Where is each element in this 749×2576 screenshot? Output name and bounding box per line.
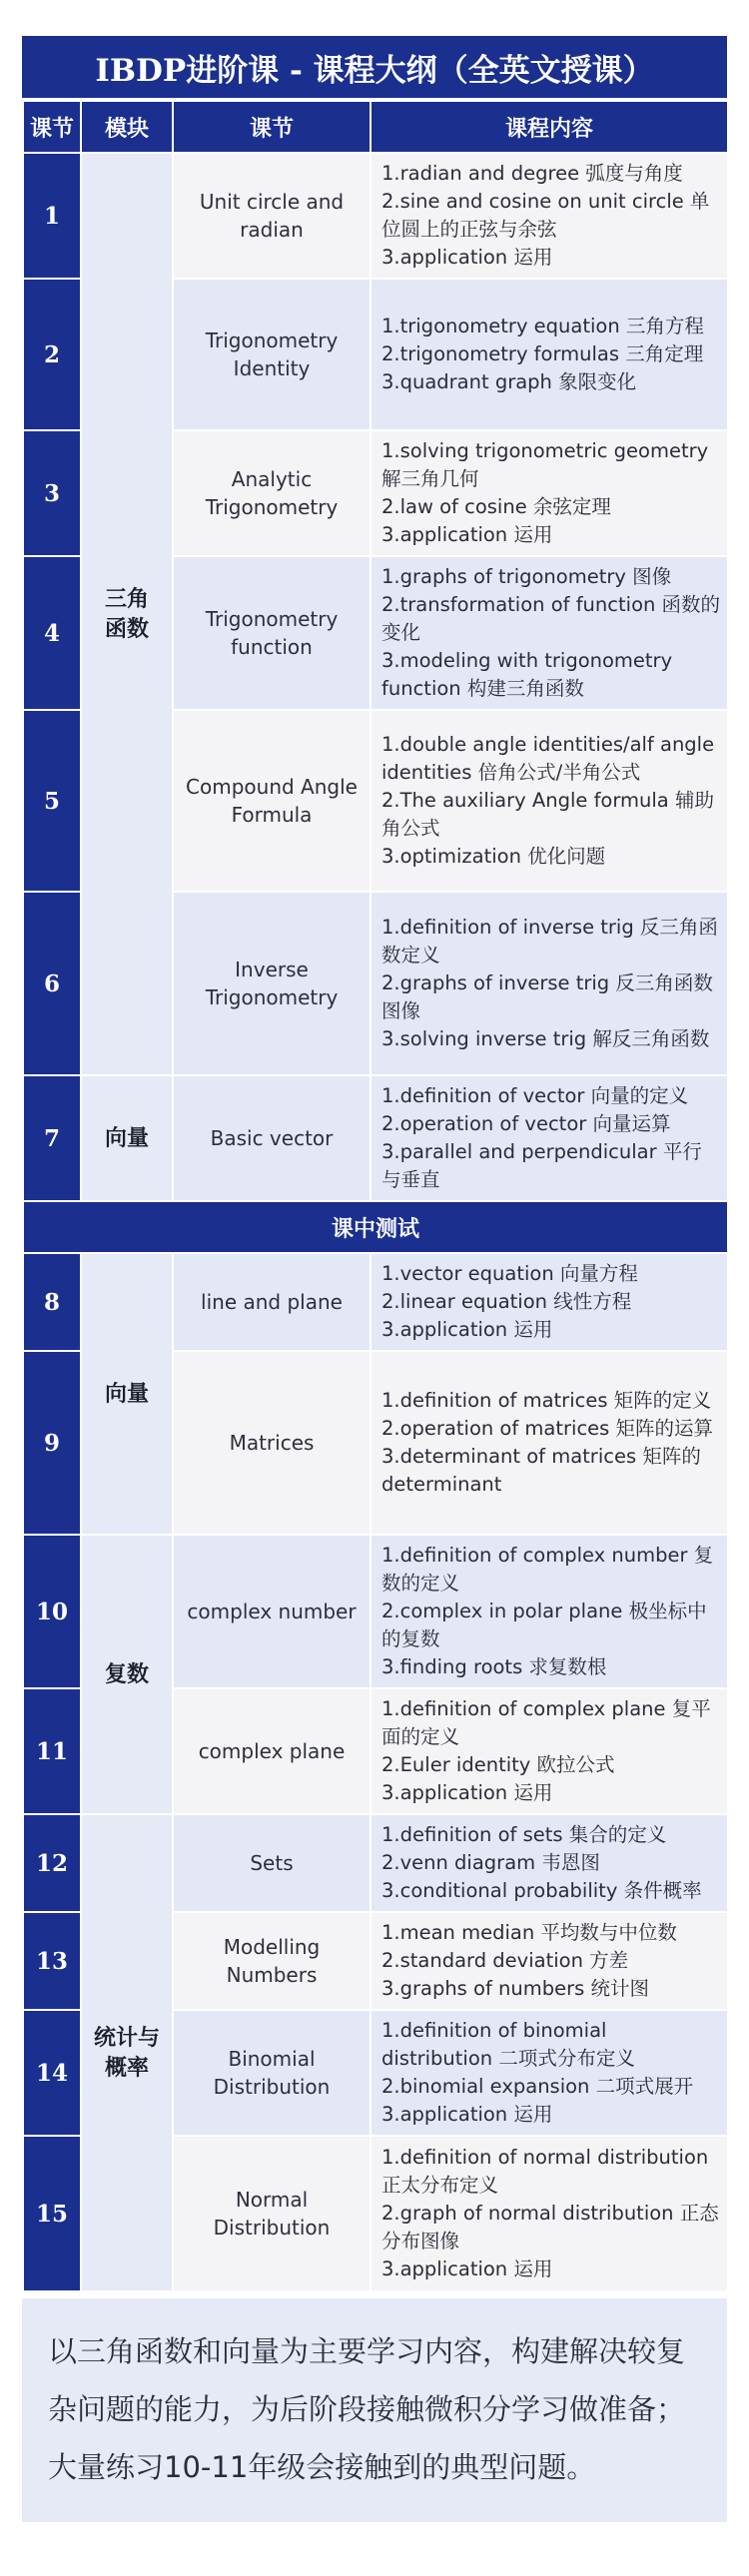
lesson-content [371,2010,728,2136]
section-title: Inverse Trigonometry [173,892,371,1075]
content-line: 2.complex in polar plane 极坐标中的复数 [381,1600,707,1650]
module-trig [81,153,173,1075]
module-label: 三角 函数 [104,586,149,642]
header-content: 课程内容 [371,101,728,153]
lesson-content [371,1351,728,1535]
mid-test-row [23,1201,728,1253]
content-line: 1.graphs of trigonometry 图像 [381,565,672,588]
section-title: Analytic Trigonometry [173,430,371,556]
section-title: line and plane [173,1253,371,1351]
content-line: 2.law of cosine 余弦定理 [381,495,611,518]
header-num: 课节 [23,101,81,153]
content-line: 3.conditional probability 条件概率 [381,1879,702,1902]
content-line: 1.definition of binomial distribution 二项式分布定义 [381,2019,635,2070]
lesson-content [371,892,728,1075]
content-line: 2.standard deviation 方差 [381,1949,629,1972]
content-line: 2.trigonometry formulas 三角定理 [381,342,704,365]
content-line: 1.trigonometry equation 三角方程 [381,315,704,337]
content-line: 3.graphs of numbers 统计图 [381,1977,650,2000]
syllabus-table [22,100,729,2292]
table-row [23,1535,728,1688]
lesson-number: 10 [23,1535,81,1688]
lesson-content [371,1535,728,1688]
section-title: Trigonometry function [173,556,371,710]
section-title: Matrices [173,1351,371,1535]
lesson-number: 1 [23,153,81,279]
content-line: 2.Euler identity 欧拉公式 [381,1753,615,1776]
section-title: Compound Angle Formula [173,710,371,892]
lesson-number: 4 [23,556,81,710]
content-line: 1.mean median 平均数与中位数 [381,1921,677,1944]
module-label: 向量 [104,1381,149,1407]
content-line: 2.graph of normal distribution 正态分布图像 [381,2202,719,2253]
lesson-content [371,2136,728,2291]
content-line: 1.definition of complex plane 复平面的定义 [381,1697,711,1748]
content-line: 1.definition of vector 向量的定义 [381,1084,689,1107]
lesson-number: 13 [23,1912,81,2010]
lesson-number: 15 [23,2136,81,2291]
content-line: 3.modeling with trigonometry function 构建三角函数 [381,649,673,700]
content-line: 3.application 运用 [381,2257,553,2280]
lesson-number: 9 [23,1351,81,1535]
lesson-number: 2 [23,279,81,430]
content-line: 3.parallel and perpendicular 平行与垂直 [381,1140,702,1191]
lesson-content [371,1814,728,1912]
content-line: 2.linear equation 线性方程 [381,1290,632,1313]
content-line: 3.optimization 优化问题 [381,845,606,868]
lesson-number: 12 [23,1814,81,1912]
lesson-number: 6 [23,892,81,1075]
content-line: 2.graphs of inverse trig 反三角函数图像 [381,971,713,1022]
lesson-content [371,1912,728,2010]
module-vector-2 [81,1253,173,1535]
lesson-number: 3 [23,430,81,556]
lesson-number: 11 [23,1688,81,1814]
lesson-content [371,556,728,710]
module-label: 统计与 概率 [93,2025,160,2081]
module-label: 向量 [104,1125,149,1151]
lesson-content [371,1075,728,1201]
lesson-content [371,430,728,556]
content-line: 2.sine and cosine on unit circle 单位圆上的正弦与余弦 [381,190,710,241]
section-title: complex number [173,1535,371,1688]
header-section: 课节 [173,101,371,153]
module-label: 复数 [104,1661,149,1687]
section-title: Sets [173,1814,371,1912]
lesson-number: 7 [23,1075,81,1201]
content-line: 2.venn diagram 韦恩图 [381,1851,600,1874]
module-complex [81,1535,173,1814]
lesson-number: 8 [23,1253,81,1351]
content-line: 1.definition of inverse trig 反三角函数定义 [381,916,718,966]
section-title: Normal Distribution [173,2136,371,2291]
table-row [23,1253,728,1351]
content-line: 1.solving trigonometric geometry 解三角几何 [381,439,709,490]
section-title: Modelling Numbers [173,1912,371,2010]
content-line: 2.The auxiliary Angle formula 辅助角公式 [381,789,714,840]
lesson-content [371,279,728,430]
lesson-content [371,1253,728,1351]
content-line: 1.definition of matrices 矩阵的定义 [381,1389,712,1412]
content-line: 3.solving inverse trig 解反三角函数 [381,1027,710,1050]
section-title: Binomial Distribution [173,2010,371,2136]
summary-text: 以三角函数和向量为主要学习内容，构建解决较复杂问题的能力，为后阶段接触微积分学习做准备；大量练习10-11年级会接触到的典型问题。 [22,2298,727,2522]
content-line: 1.double angle identities/alf angle identities 倍角公式/半角公式 [381,733,715,784]
content-line: 1.vector equation 向量方程 [381,1262,638,1285]
lesson-content [371,710,728,892]
content-line: 3.determinant of matrices 矩阵的determinant [381,1445,701,1496]
lesson-content [371,153,728,279]
page-title: IBDP进阶课 - 课程大纲（全英文授课） [22,36,727,100]
section-title: complex plane [173,1688,371,1814]
module-stats [81,1814,173,2291]
lesson-content [371,1688,728,1814]
header-module: 模块 [81,101,173,153]
section-title: Trigonometry Identity [173,279,371,430]
content-line: 1.definition of sets 集合的定义 [381,1823,667,1846]
table-row [23,1814,728,1912]
content-line: 3.application 运用 [381,1318,553,1341]
content-line: 1.definition of normal distribution 正太分布定义 [381,2146,709,2197]
content-line: 3.application 运用 [381,246,553,269]
mid-test-label: 课中测试 [23,1201,728,1253]
table-row [23,1075,728,1201]
module-vector [81,1075,173,1201]
table-row [23,153,728,279]
content-line: 1.definition of complex number 复数的定义 [381,1544,714,1595]
content-line: 2.operation of vector 向量运算 [381,1112,671,1135]
lesson-number: 14 [23,2010,81,2136]
content-line: 2.binomial expansion 二项式展开 [381,2075,694,2098]
content-line: 3.application 运用 [381,523,553,546]
table-header-row [23,101,728,153]
content-line: 2.transformation of function 函数的变化 [381,593,721,644]
syllabus-sheet [22,36,727,2522]
lesson-number: 5 [23,710,81,892]
content-line: 3.application 运用 [381,1781,553,1804]
section-title: Basic vector [173,1075,371,1201]
content-line: 3.application 运用 [381,2103,553,2126]
content-line: 3.quadrant graph 象限变化 [381,370,637,393]
content-line: 3.finding roots 求复数根 [381,1655,607,1678]
content-line: 2.operation of matrices 矩阵的运算 [381,1417,714,1440]
content-line: 1.radian and degree 弧度与角度 [381,162,683,185]
section-title: Unit circle and radian [173,153,371,279]
